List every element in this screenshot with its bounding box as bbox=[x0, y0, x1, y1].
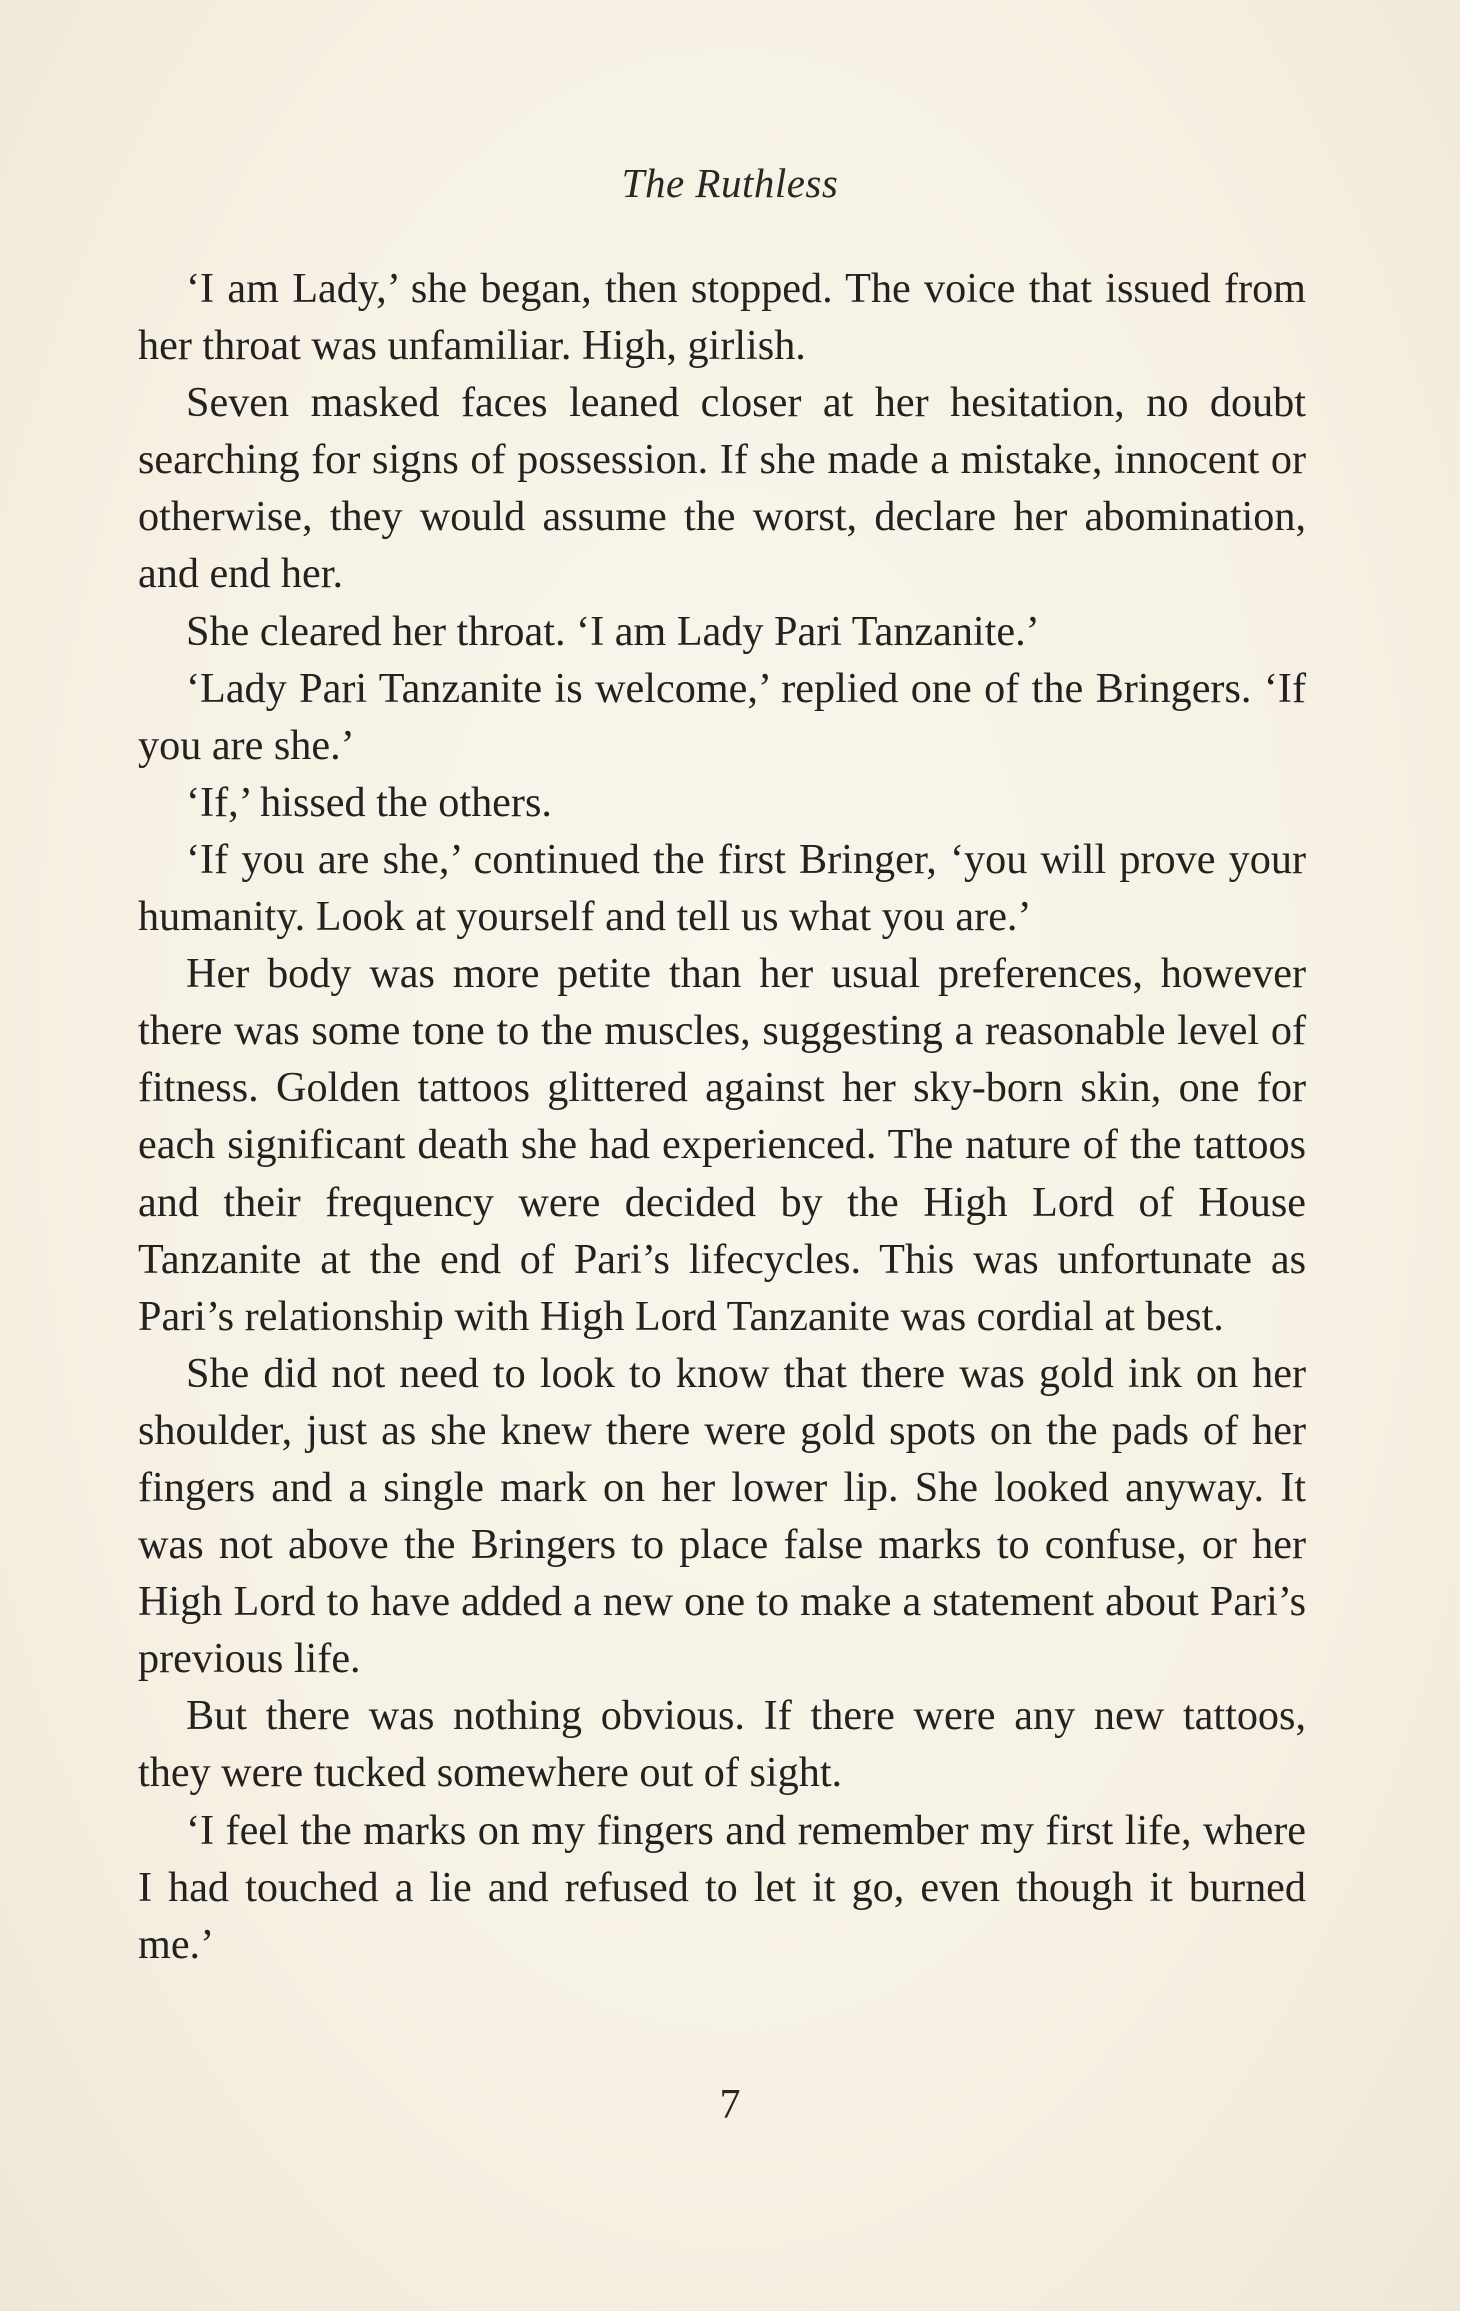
paragraph: ‘If you are she,’ continued the first Bringer, ‘you will prove your humanity. Look at yourself and tell us what you are.’ bbox=[138, 835, 1306, 941]
running-head-title: The Ruthless bbox=[621, 160, 839, 206]
paragraph: Her body was more petite than her usual preferences, however there was some tone to the muscles, suggesting a reasonable level of fitness. Golden tattoos glittered against her sky-born skin, one for each significant death she had experienced. The nature of the tattoos and their frequency were decided by the High Lord of House Tanzanite at the end of Pari’s lifecycles. This was unfortunate as Pari’s relationship with High Lord Tanzanite was cordial at best. bbox=[138, 950, 1306, 1340]
paragraph: But there was nothing obvious. If there were any new tattoos, they were tucked somewhere out of sight. bbox=[138, 1692, 1306, 1797]
paragraph: ‘I am Lady,’ she began, then stopped. The voice that issued from her throat was unfamiliar. High, girlish. bbox=[138, 265, 1306, 370]
paragraph: ‘If,’ hissed the others. bbox=[186, 778, 552, 826]
paragraph: ‘I feel the marks on my fingers and remember my first life, where I had touched a lie and refused to let it go, even though it burned me.’ bbox=[138, 1806, 1306, 1968]
paragraph: She did not need to look to know that there was gold ink on her shoulder, just as she knew there were gold spots on the pads of her fingers and a single mark on her lower lip. She looked anyway. It was not above the Bringers to place false marks to confuse, or her High Lord to have added a new one to make a statement about Pari’s previous life. bbox=[138, 1349, 1306, 1683]
paragraph: ‘Lady Pari Tanzanite is welcome,’ replied one of the Bringers. ‘If you are she.’ bbox=[138, 664, 1306, 769]
body-text bbox=[138, 260, 1306, 1973]
paragraph: She cleared her throat. ‘I am Lady Pari Tanzanite.’ bbox=[186, 607, 1040, 655]
paragraph: Seven masked faces leaned closer at her hesitation, no doubt searching for signs of possession. If she made a mistake, innocent or otherwise, they would assume the worst, declare her abomination, and end her. bbox=[138, 379, 1306, 598]
page-number: 7 bbox=[719, 2082, 741, 2128]
